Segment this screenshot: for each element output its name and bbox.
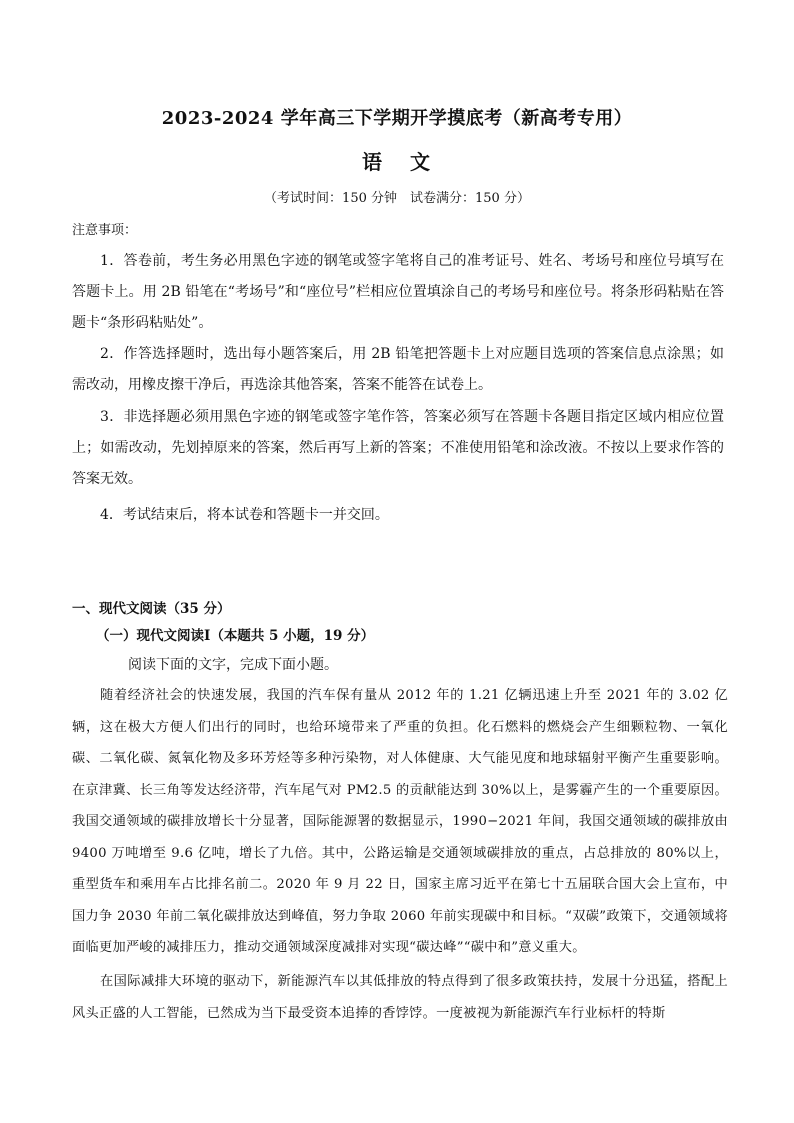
reading-instruction: 阅读下面的文字，完成下面小题。 [128,657,338,673]
exam-meta: （考试时间：150 分钟 试卷满分：150 分） [264,191,530,206]
subject-char-2: 文 [410,150,432,174]
section-subtitle: （一）现代文阅读Ⅰ（本题共 5 小题，19 分） [96,628,375,644]
passage-paragraph-2: 在国际减排大环境的驱动下，新能源汽车以其低排放的特点得到了很多政策扶持，发展十分迅猛，搭配上风头正盛的人工智能，已然成为当下最受资本追捧的香饽饽。一度被视为新能源汽车行业标杆的特斯 [72,974,728,1021]
subject-char-1: 语 [362,150,384,174]
section-title: 一、现代文阅读（35 分） [72,601,231,617]
subject-title [0,146,794,175]
notice-item-4: 4．考试结束后，将本试卷和答题卡一并交回。 [100,507,389,523]
notice-item-2: 2．作答选择题时，选出每小题答案后，用 2B 铅笔把答题卡上对应题目选项的答案信息点涂黑；如需改动，用橡皮擦干净后，再选涂其他答案，答案不能答在试卷上。 [72,346,724,393]
notice-item-3: 3．非选择题必须用黑色字迹的钢笔或签字笔作答，答案必须写在答题卡各题目指定区域内相应位置上；如需改动，先划掉原来的答案，然后再写上新的答案；不准使用铅笔和涂改液。不按以上要求作答的答案无效。 [72,409,724,487]
passage-paragraph-1: 随着经济社会的快速发展，我国的汽车保有量从 2012 年的 1.21 亿辆迅速上升至 2021 年的 3.02 亿辆，这在极大方便人们出行的同时，也给环境带来了严重的负担。化石燃料的燃烧会产生细颗粒物、一氧化碳、二氧化碳、氮氧化物及多环芳烃等多种污染物，对人体健康、大气能见度和地球辐射平衡产生重要影响。在京津冀、长三角等发达经济带，汽车尾气对 PM2.5 的贡献能达到 30%以上，是雾霾产生的一个重要原因。我国交通领域的碳排放增长十分显著，国际能源署的数据显示，1990−2021 年间，我国交通领域的碳排放由 9400 万吨增至 9.6 亿吨，增长了九倍。其中，公路运输是交通领域碳排放的重点，占总排放的 80%以上，重型货车和乘用车占比排名前二。2020 年 9 月 22 日，国家主席习近平在第七十五届联合国大会上宣布，中国力争 2030 年前二氧化碳排放达到峰值，努力争取 2060 年前实现碳中和目标。“双碳”政策下，交通领域将面临更加严峻的减排压力，推动交通领域深度减排对实现“碳达峰”“碳中和”意义重大。 [72,688,728,955]
exam-title: 2023-2024 学年高三下学期开学摸底考（新高考专用） [161,108,633,129]
notice-heading: 注意事项： [72,223,138,238]
notice-item-1: 1．答卷前，考生务必用黑色字迹的钢笔或签字笔将自己的准考证号、姓名、考场号和座位号填写在答题卡上。用 2B 铅笔在“考场号”和“座位号”栏相应位置填涂自己的考场号和座位号。将条形码粘贴在答题卡“条形码粘贴处”。 [72,253,724,331]
